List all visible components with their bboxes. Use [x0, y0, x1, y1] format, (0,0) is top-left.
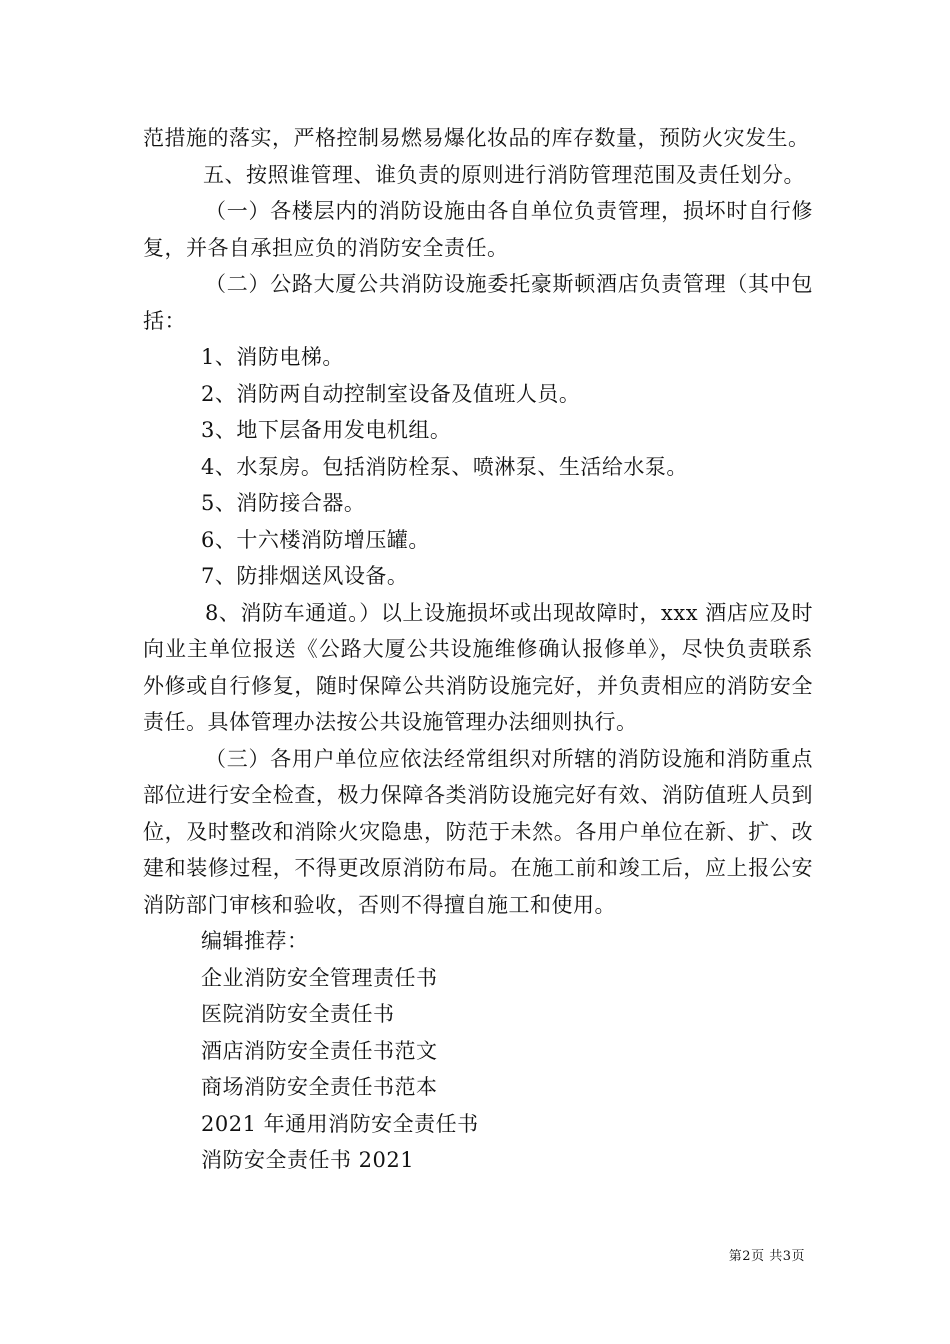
- document-body: [143, 120, 813, 1179]
- recommend-link[interactable]: 酒店消防安全责任书范文: [201, 1038, 438, 1063]
- paragraph-fire-prevention: 范措施的落实，严格控制易燃易爆化妆品的库存数量，预防火灾发生。: [143, 126, 810, 150]
- list-item: 6、十六楼消防增压罐。: [201, 527, 430, 552]
- current-page-number: 2: [742, 1249, 752, 1264]
- list-item: 5、消防接合器。: [201, 491, 366, 515]
- list-item: 7、防排烟送风设备。: [201, 564, 409, 588]
- page-number-footer: [729, 1245, 805, 1264]
- recommend-link[interactable]: 2021 年通用消防安全责任书: [201, 1111, 479, 1136]
- total-page-number: 3: [782, 1249, 792, 1264]
- list-item: 4、水泵房。包括消防栓泵、喷淋泵、生活给水泵。: [201, 454, 688, 479]
- paragraph-clause-three: （三）各用户单位应依法经常组织对所辖的消防设施和消防重点部位进行安全检查，极力保障各类消防设施完好有效、消防值班人员到位，及时整改和消除火灾隐患，防范于未然。各用户单位在新、扩、改建和装修过程，不得更改原消防布局。在施工前和竣工后，应上报公安消防部门审核和验收，否则不得擅自施工和使用。: [143, 746, 813, 917]
- list-item: 3、地下层备用发电机组。: [201, 418, 452, 442]
- list-item: 1、消防电梯。: [201, 345, 344, 369]
- list-item: 2、消防两自动控制室设备及值班人员。: [201, 381, 581, 406]
- recommend-title: 编辑推荐：: [201, 929, 309, 953]
- paragraph-clause-two: （二）公路大厦公共消防设施委托豪斯顿酒店负责管理（其中包括：: [143, 272, 813, 333]
- footer-middle: 页 共: [751, 1249, 783, 1264]
- paragraph-clause-one: （一）各楼层内的消防设施由各自单位负责管理，损坏时自行修复，并各自承担应负的消防安全责任。: [143, 199, 813, 260]
- paragraph-item-eight: 8、消防车通道。）以上设施损坏或出现故障时，xxx 酒店应及时向业主单位报送《公路大厦公共设施维修确认报修单》，尽快负责联系外修或自行修复，随时保障公共消防设施完好，并负责相应的消防安全责任。具体管理办法按公共设施管理办法细则执行。: [143, 600, 813, 734]
- recommend-link[interactable]: 商场消防安全责任书范本: [201, 1075, 438, 1099]
- recommend-link[interactable]: 消防安全责任书 2021: [201, 1148, 415, 1172]
- recommend-link[interactable]: 医院消防安全责任书: [201, 1002, 395, 1026]
- footer-prefix: 第: [728, 1249, 743, 1264]
- recommend-link[interactable]: 企业消防安全管理责任书: [201, 965, 438, 990]
- footer-suffix: 页: [791, 1249, 805, 1264]
- heading-section-five: 五、按照谁管理、谁负责的原则进行消防管理范围及责任划分。: [203, 162, 805, 187]
